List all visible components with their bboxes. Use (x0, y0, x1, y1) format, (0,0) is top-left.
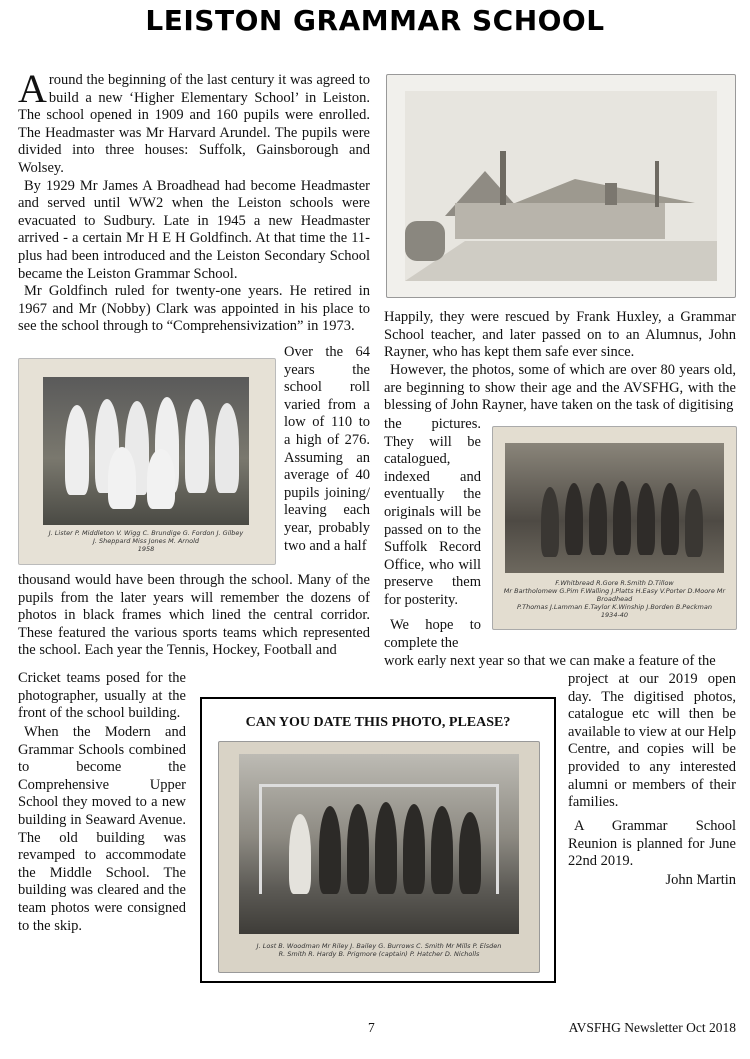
building-drawing (405, 91, 717, 281)
football-photo-image (505, 443, 724, 573)
paragraph-r2-narrow: the pictures. They will be catalogued, indexed and eventually the originals will be passed on to the Suffolk Record Office, who will preserve them for posterity. (384, 416, 481, 608)
callout-heading: CAN YOU DATE THIS PHOTO, PLEASE? (245, 715, 511, 730)
football-caption: F.Whitbread R.Gore R.Smith D.Tillow Mr Bartholomew G.Pim F.Walling J.Platts H.Easy V.Porter D.Moore Mr Broadhead P.Thomas J.Lamman E.Taylor K.Winship J.Borden B.Peckman 1934-40 (503, 579, 726, 619)
school-building-sketch (386, 74, 736, 298)
paragraph-r2-intro: However, the photos, some of which are over 80 years old, are beginning to show their age and the AVSFHG, with the blessing of John Rayner, have taken on the task of digitising (384, 362, 736, 414)
hockey-photo-image (239, 754, 519, 934)
page-title: LEISTON GRAMMAR SCHOOL (145, 4, 605, 37)
paragraph-r1: Happily, they were rescued by Frank Huxley, a Grammar School teacher, and later passed on to an Alumnus, John Rayner, who has kept them safe ever since. (384, 309, 736, 361)
sketch-image (405, 91, 717, 281)
paragraph-r2-wide (384, 362, 736, 415)
author-signature: John Martin (665, 872, 736, 888)
paragraph-3: Mr Goldfinch ruled for twenty-one years. He retired in 1967 and Mr (Nobby) Clark was appointed in his place to see the school through to “Comprehensivization” in 1973. (18, 283, 370, 335)
paragraph-4-end: Cricket teams posed for the photographer, usually at the front of the school building. (18, 670, 186, 722)
paragraph-4-wide: thousand would have been through the school. Many of the pupils from the later years will remember the dozens of photos in black frames which lined the central corridor. These featured the various sports teams which represented the school. Each year the Tennis, Hockey, Football and (18, 572, 370, 659)
date-photo-callout (200, 697, 556, 983)
paragraph-4-narrow: Over the 64 years the school roll varied from a low of 110 to a high of 276. Assuming an average of 40 pupils joining/ leaving each year, probably two and a half (284, 344, 370, 554)
tennis-caption: J. Lister P. Middleton V. Wigg C. Brundige G. Fordon J. Gilbey J. Sheppard Miss Jones M. Arnold 1958 (48, 529, 244, 553)
drop-cap: A (18, 66, 47, 111)
intro-paragraphs (18, 66, 370, 336)
hockey-caption: J. Lost B. Woodman Mr Riley J. Bailey G. Burrows C. Smith Mr Mills P. Elsden R. Smith R. Hardy B. Prigmore (captain) P. Hatcher D. Nicholls (256, 942, 502, 958)
paragraph-2: By 1929 Mr James A Broadhead had become Headmaster and served until WW2 when the Leiston schools were evacuated to Sudbury. Late in 1945 a new Headmaster arrived - a certain Mr H E H Goldfinch. At that time the 11-plus had been introduced and the Leiston Secondary School became the Leiston Grammar School. (18, 177, 370, 282)
paragraph-r3-narrow: We hope to complete the (384, 617, 481, 651)
tennis-team-photo (18, 358, 276, 565)
paragraph-1: round the beginning of the last century it was agreed to build a new ‘Higher Elementary School’ in Leiston. The school opened in 1909 and 160 pupils were enrolled. The Headmaster was Mr Harvard Arundel. The pupils were divided into three houses: Suffolk, Gainsborough and Wolsey. (18, 72, 370, 176)
paragraph-r3-end: project at our 2019 open day. The digitised photos, catalogue etc will then be available to view at our Help Centre, and copies will be provided to any interested alumni or members of their families. (568, 671, 736, 811)
publication-name: AVSFHG Newsletter Oct 2018 (568, 1020, 736, 1035)
hockey-team-photo (218, 741, 540, 973)
tennis-photo-image (43, 377, 249, 525)
paragraph-r3-wide: work early next year so that we can make a feature of the (384, 653, 716, 669)
football-team-photo (492, 426, 737, 630)
right-paragraphs (384, 309, 736, 362)
paragraph-5: When the Modern and Grammar Schools combined to become the Comprehensive Upper School they moved to a new building in Seaward Avenue. The old building was revamped to accommodate the Middle School. The building was cleared and the team photos were consigned to the skip. (18, 724, 186, 934)
page-number: 7 (368, 1020, 375, 1035)
paragraph-r4: A Grammar School Reunion is planned for June 22nd 2019. (568, 818, 736, 870)
